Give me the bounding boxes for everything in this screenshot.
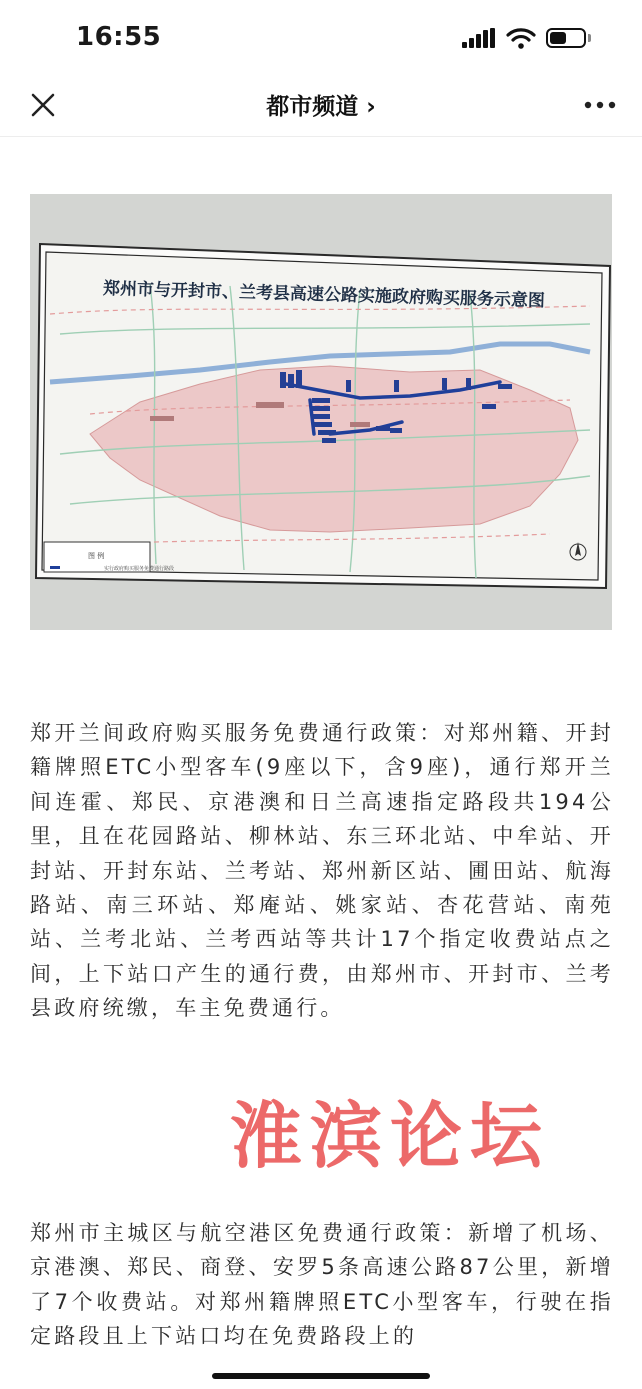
channel-title-link[interactable]: 都市频道 › (266, 94, 376, 120)
battery-tip (588, 34, 591, 42)
map-legend-title: 图 例 (88, 552, 105, 560)
more-options-icon[interactable] (584, 100, 616, 110)
route-map-image (30, 194, 612, 630)
wifi-icon (506, 27, 536, 49)
map-title: 郑州市与开封市、兰考县高速公路实施政府购买服务示意图 (102, 278, 546, 312)
cellular-signal-icon (462, 28, 496, 48)
map-legend-item: 实行政府购买服务免费通行路段 (104, 566, 175, 572)
status-bar (0, 0, 642, 76)
status-time: 16:55 (76, 22, 162, 52)
battery-icon (546, 28, 586, 48)
article-paragraph-2: 郑州市主城区与航空港区免费通行政策：新增了机场、京港澳、郑民、商登、安罗5条高速公路87公里，新增了7个收费站。对郑州籍牌照ETC小型客车，行驶在指定路段且上下站口均在免费路段上的 (30, 1221, 614, 1349)
nav-bar (0, 76, 642, 137)
forum-watermark: 淮滨论坛 (230, 1093, 551, 1178)
article-paragraph-1: 郑开兰间政府购买服务免费通行政策：对郑州籍、开封籍牌照ETC小型客车(9座以下，含9座)，通行郑开兰间连霍、郑民、京港澳和日兰高速指定路段共194公里，且在花园路站、柳林站、东三环北站、中牟站、开封站、开封东站、兰考站、郑州新区站、圃田站、航海路站、南三环站、郑庵站、姚家站、杏花营站、南苑站、兰考北站、兰考西站等共计17个指定收费站点之间，上下站口产生的通行费，由郑州市、开封市、兰考县政府统缴，车主免费通行。 (30, 721, 614, 1021)
home-indicator[interactable] (212, 1373, 430, 1379)
